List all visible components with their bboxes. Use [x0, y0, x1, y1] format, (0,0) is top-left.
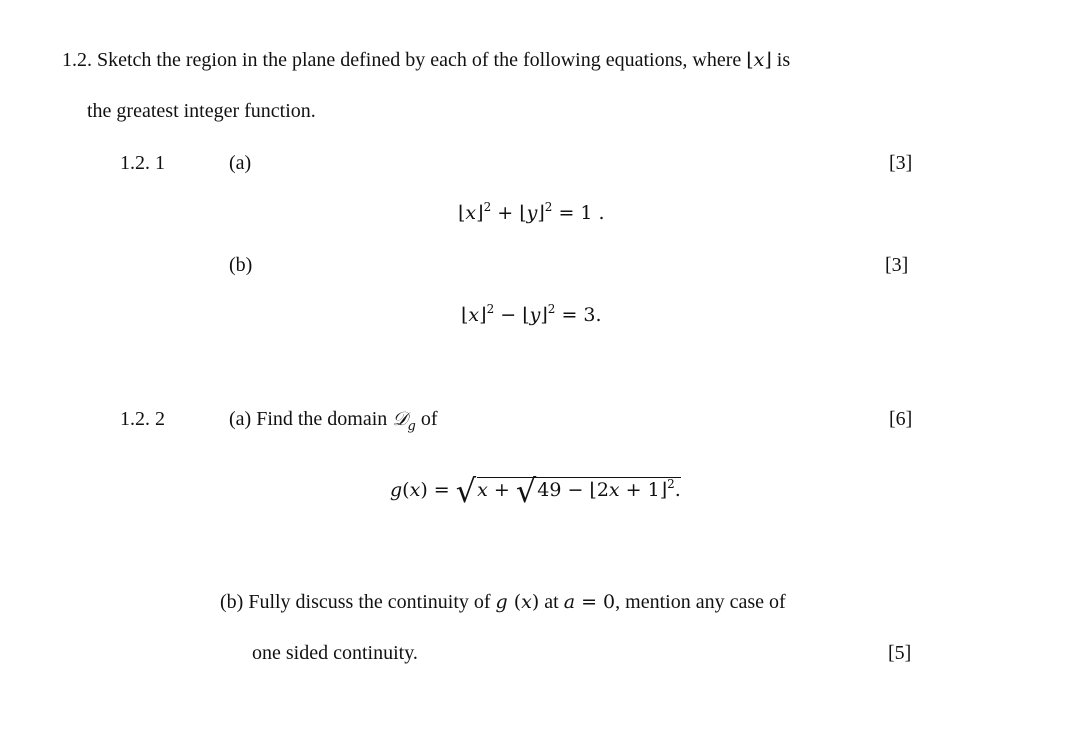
subpart-b-label: (b)	[229, 254, 253, 276]
outer-sqrt: √x + √49 − ⌊2x + 1⌋$^2$.	[455, 472, 681, 510]
marks-1-2-2-a: [6]	[889, 408, 913, 430]
part-number-1-2-1: 1.2. 1	[120, 152, 165, 174]
continuity-text: (b) Fully discuss the continuity of	[220, 591, 491, 613]
marks-1-2-1-a: [3]	[889, 152, 913, 174]
mention-text: , mention any case of	[615, 591, 786, 613]
floor-x-symbol: ⌊𝑥⌋	[746, 49, 772, 71]
at-text: at	[544, 591, 559, 613]
subpart-b-line2: one sided continuity.	[252, 642, 418, 664]
question-intro-line2: the greatest integer function.	[87, 100, 316, 122]
g-of-x: 𝑔 (𝑥)	[495, 591, 540, 613]
of-text: of	[420, 408, 438, 430]
intro-end: is	[776, 49, 791, 71]
question-intro-line1	[62, 50, 790, 70]
equation-1-2-1-a: ⌊x⌋$^2$ + ⌊y⌋$^2$ = 1 .	[458, 200, 605, 224]
function-g-definition: g(x) = √x + √49 − ⌊2x + 1⌋$^2$.	[390, 472, 681, 510]
marks-1-2-1-b: [3]	[885, 254, 909, 276]
domain-symbol: 𝒟$_g$	[392, 408, 416, 434]
subpart-b-line1	[220, 592, 786, 612]
equation-1-2-1-b: ⌊x⌋$^2$ − ⌊y⌋$^2$ = 3.	[461, 302, 602, 326]
intro-text: 1.2. Sketch the region in the plane defined by each of the following equations, where	[62, 49, 742, 71]
find-domain-text: (a) Find the domain	[229, 408, 388, 430]
part-number-1-2-2: 1.2. 2	[120, 408, 165, 430]
subpart-a-label: (a)	[229, 152, 252, 174]
inner-sqrt: √49 − ⌊2x + 1⌋$^2$	[515, 472, 675, 510]
marks-1-2-2-b: [5]	[888, 642, 912, 664]
a-equals-zero: 𝑎 = 0	[563, 591, 616, 613]
subpart-a-text	[229, 408, 438, 434]
